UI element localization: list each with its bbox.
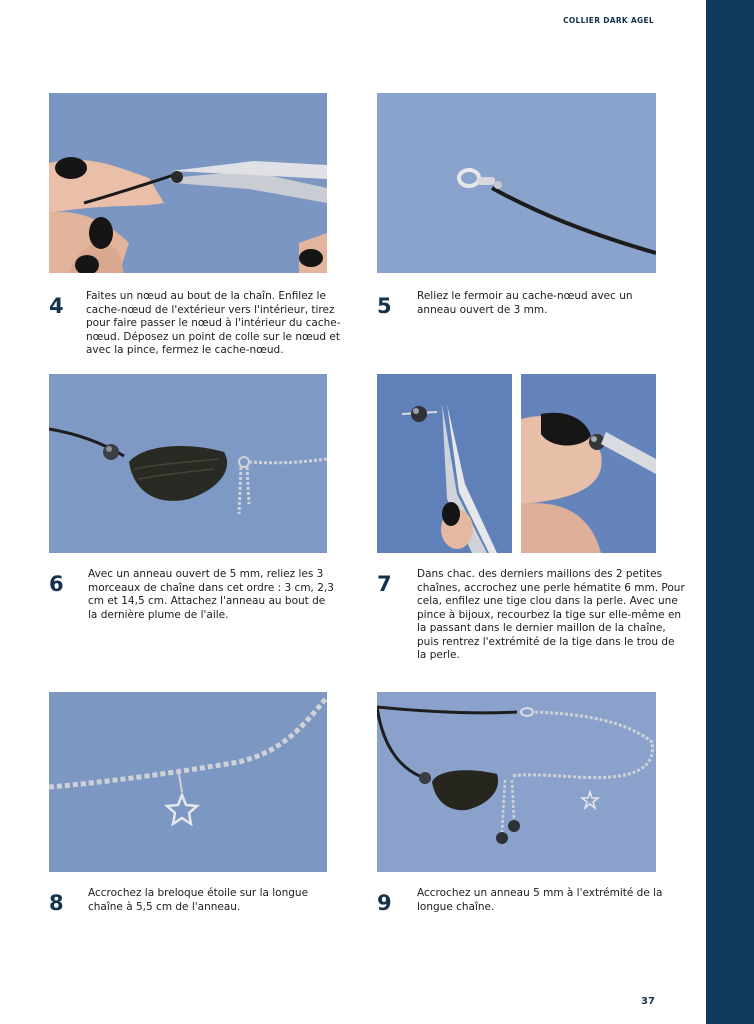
photo-step-5 (377, 93, 656, 273)
photo-step-7a (377, 374, 512, 553)
step-number-5: 5 (377, 294, 392, 318)
step-text-4: Faites un nœud au bout de la chaîn. Enfilez le cache-nœud de l'extérieur vers l'intérieur, tirez pour faire passer le nœud à l'intérieur du cache-nœud. Déposez un point de colle sur le nœud et avec la pince, fermez le cache-nœud. (86, 290, 341, 356)
step-number-8: 8 (49, 891, 64, 915)
step-text-9: Accrochez un anneau 5 mm à l'extrémité de la longue chaîne. (417, 887, 663, 913)
step-number-7: 7 (377, 572, 392, 596)
step-number-9: 9 (377, 891, 392, 915)
photo-step-4 (49, 93, 327, 273)
step-text-5: Reliez le fermoir au cache-nœud avec un anneau ouvert de 3 mm. (417, 290, 633, 316)
step-text-6: Avec un anneau ouvert de 5 mm, reliez les 3 morceaux de chaîne dans cet ordre : 3 cm, 2,3 cm et 14,5 cm. Attachez l'anneau au bout de la dernière plume de l'aile. (88, 568, 334, 621)
step-number-4: 4 (49, 294, 64, 318)
step-number-6: 6 (49, 572, 64, 596)
running-header: COLLIER DARK AGEL (563, 16, 654, 25)
step-text-7: Dans chac. des derniers maillons des 2 petites chaînes, accrochez une perle hématite 6 mm. Pour cela, enfilez une tige clou dans la perle. Avec une pince à bijoux, recourbez la tige sur elle-même en la passant dans le dernier maillon de la chaîne, puis rentrez l'extrémité de la tige dans le trou de la perle. (417, 568, 685, 661)
photo-step-7b (521, 374, 656, 553)
page-number: 37 (641, 996, 655, 1007)
step-text-8: Accrochez la breloque étoile sur la longue chaîne à 5,5 cm de l'anneau. (88, 887, 309, 913)
photo-step-8 (49, 692, 327, 872)
photo-step-6 (49, 374, 327, 553)
photo-step-9 (377, 692, 656, 872)
side-accent-band (706, 0, 754, 1024)
